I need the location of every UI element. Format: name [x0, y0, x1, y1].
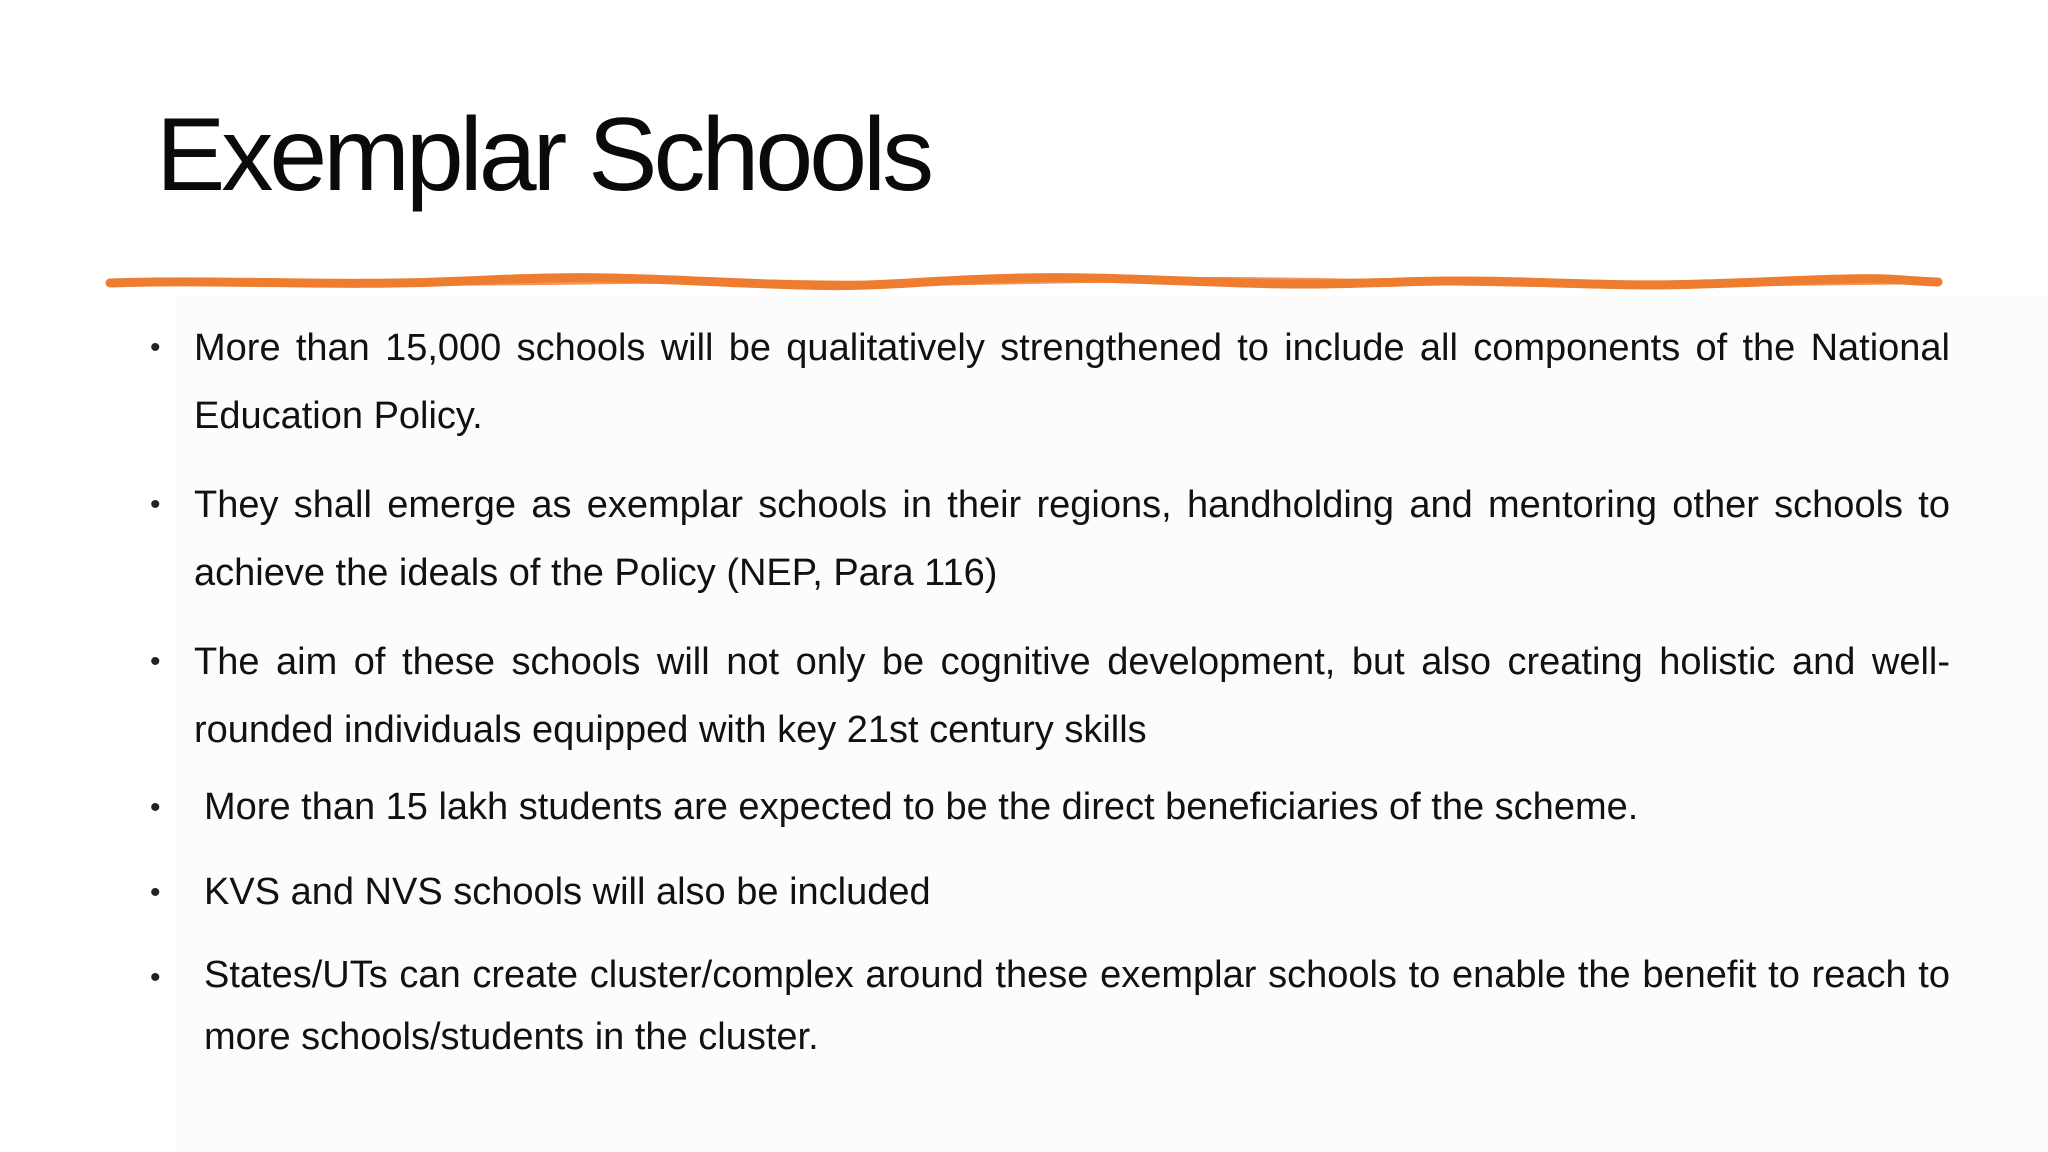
bullet-icon: • [150, 961, 161, 994]
bullet-icon: • [150, 645, 161, 678]
bullet-text: KVS and NVS schools will also be included [204, 871, 931, 913]
bullet-item [150, 859, 1950, 927]
bullet-text: They shall emerge as exemplar schools in their regions, handholding and mentoring other schools to achieve the ideals of the Policy (NEP, Para 116) [194, 484, 1950, 594]
bullet-icon: • [150, 791, 161, 824]
slide-title: Exemplar Schools [156, 97, 931, 213]
bullet-text: More than 15 lakh students are expected to be the direct beneficiaries of the scheme. [204, 786, 1639, 828]
bullet-icon: • [150, 488, 161, 521]
bullet-text: The aim of these schools will not only be cognitive development, but also creating holistic and well-rounded individuals equipped with key 21st century skills [194, 641, 1950, 751]
bullet-item [150, 471, 1950, 607]
bullet-item [150, 944, 1950, 1068]
bullet-icon: • [150, 876, 161, 909]
bullet-text: More than 15,000 schools will be qualitatively strengthened to include all components of the National Education Policy. [194, 327, 1950, 437]
bullet-item [150, 774, 1950, 842]
bullet-item [150, 314, 1950, 450]
bullet-list [150, 314, 1950, 1068]
bullet-text: States/UTs can create cluster/complex around these exemplar schools to enable the benefit to reach to more schools/students in the cluster. [204, 954, 1950, 1058]
bullet-item [150, 628, 1950, 764]
title-underline [104, 266, 1944, 300]
bullet-icon: • [150, 331, 161, 364]
